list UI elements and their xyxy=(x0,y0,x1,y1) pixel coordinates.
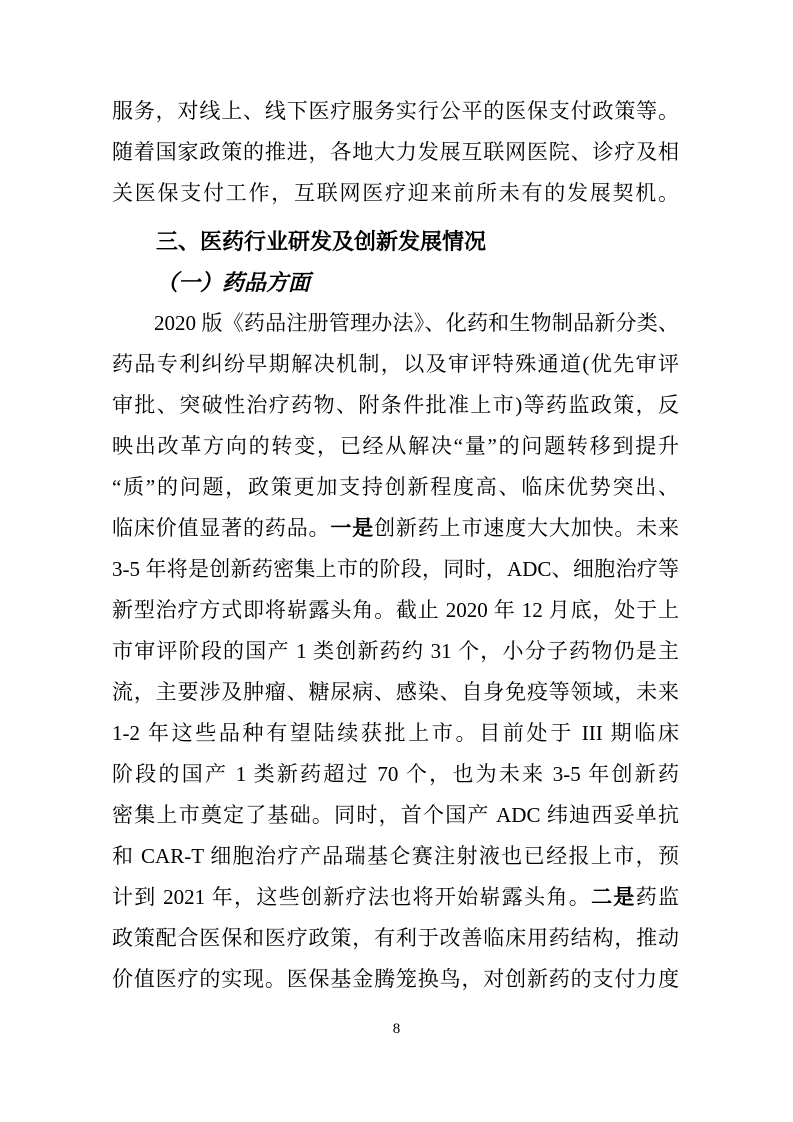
page-number: 8 xyxy=(392,1021,401,1037)
text-line xyxy=(112,303,679,344)
text-run: 药监 xyxy=(635,885,679,909)
text-line xyxy=(112,132,679,173)
text-line xyxy=(112,426,679,467)
text-line xyxy=(112,795,679,836)
bold-run: 二是 xyxy=(591,886,636,909)
text-run: 随着国家政策的推进，各地大力发展互联网医院、诊疗及相 xyxy=(112,140,679,164)
text-run: 市审评阶段的国产 1 类创新药约 31 个，小分子药物仍是主 xyxy=(112,639,679,663)
paragraph-internet-healthcare xyxy=(112,91,679,214)
text-run: 3-5 年将是创新药密集上市的阶段，同时，ADC、细胞治疗等 xyxy=(112,557,679,581)
text-line xyxy=(112,918,679,959)
section-heading: 三、医药行业研发及创新发展情况 xyxy=(156,229,487,254)
bold-run: 一是 xyxy=(330,517,375,540)
text-line xyxy=(112,91,679,132)
text-run: 创新药上市速度大大加快。未来 xyxy=(374,516,679,540)
text-line xyxy=(112,467,679,508)
text-run: 审批、突破性治疗药物、附条件批准上市)等药监政策，反 xyxy=(112,393,679,417)
text-line xyxy=(112,836,679,877)
text-run: 关医保支付工作，互联网医疗迎来前所未有的发展契机。 xyxy=(112,181,679,205)
text-line xyxy=(112,173,679,214)
text-run: 政策配合医保和医疗政策，有利于改善临床用药结构，推动 xyxy=(112,926,679,950)
text-line xyxy=(112,959,679,1000)
text-line xyxy=(112,590,679,631)
paragraph-drug-sector xyxy=(112,303,679,1000)
text-run: 计到 2021 年，这些创新疗法也将开始崭露头角。 xyxy=(112,885,592,909)
text-line xyxy=(112,508,679,549)
text-run: “质”的问题，政策更加支持创新程度高、临床优势突出、 xyxy=(112,475,679,499)
text-line xyxy=(112,549,679,590)
text-run: 阶段的国产 1 类新药超过 70 个，也为未来 3-5 年创新药 xyxy=(112,762,679,786)
text-run: 1-2 年这些品种有望陆续获批上市。目前处于 III 期临床 xyxy=(112,721,679,745)
text-run: 价值医疗的实现。医保基金腾笼换鸟，对创新药的支付力度 xyxy=(112,967,679,991)
subsection-heading: （一）药品方面 xyxy=(156,270,311,295)
text-run: 药品专利纠纷早期解决机制，以及审评特殊通道(优先审评 xyxy=(112,352,679,376)
text-line xyxy=(112,631,679,672)
text-run: 流，主要涉及肿瘤、糖尿病、感染、自身免疫等领域，未来 xyxy=(112,680,679,704)
text-run: 和 CAR-T 细胞治疗产品瑞基仑赛注射液也已经报上市，预 xyxy=(112,844,679,868)
text-run: 2020 版《药品注册管理办法》、化药和生物制品新分类、 xyxy=(154,311,679,335)
text-line xyxy=(112,754,679,795)
text-run: 映出改革方向的转变，已经从解决“量”的问题转移到提升 xyxy=(112,434,679,458)
text-run: 服务，对线上、线下医疗服务实行公平的医保支付政策等。 xyxy=(112,99,679,123)
text-line xyxy=(112,877,679,918)
text-run: 临床价值显著的药品。 xyxy=(112,516,331,540)
text-line xyxy=(112,672,679,713)
text-run: 新型治疗方式即将崭露头角。截止 2020 年 12 月底，处于上 xyxy=(112,598,679,622)
text-line xyxy=(112,385,679,426)
text-run: 密集上市奠定了基础。同时，首个国产 ADC 纬迪西妥单抗 xyxy=(112,803,679,827)
text-line xyxy=(112,344,679,385)
text-line xyxy=(112,713,679,754)
